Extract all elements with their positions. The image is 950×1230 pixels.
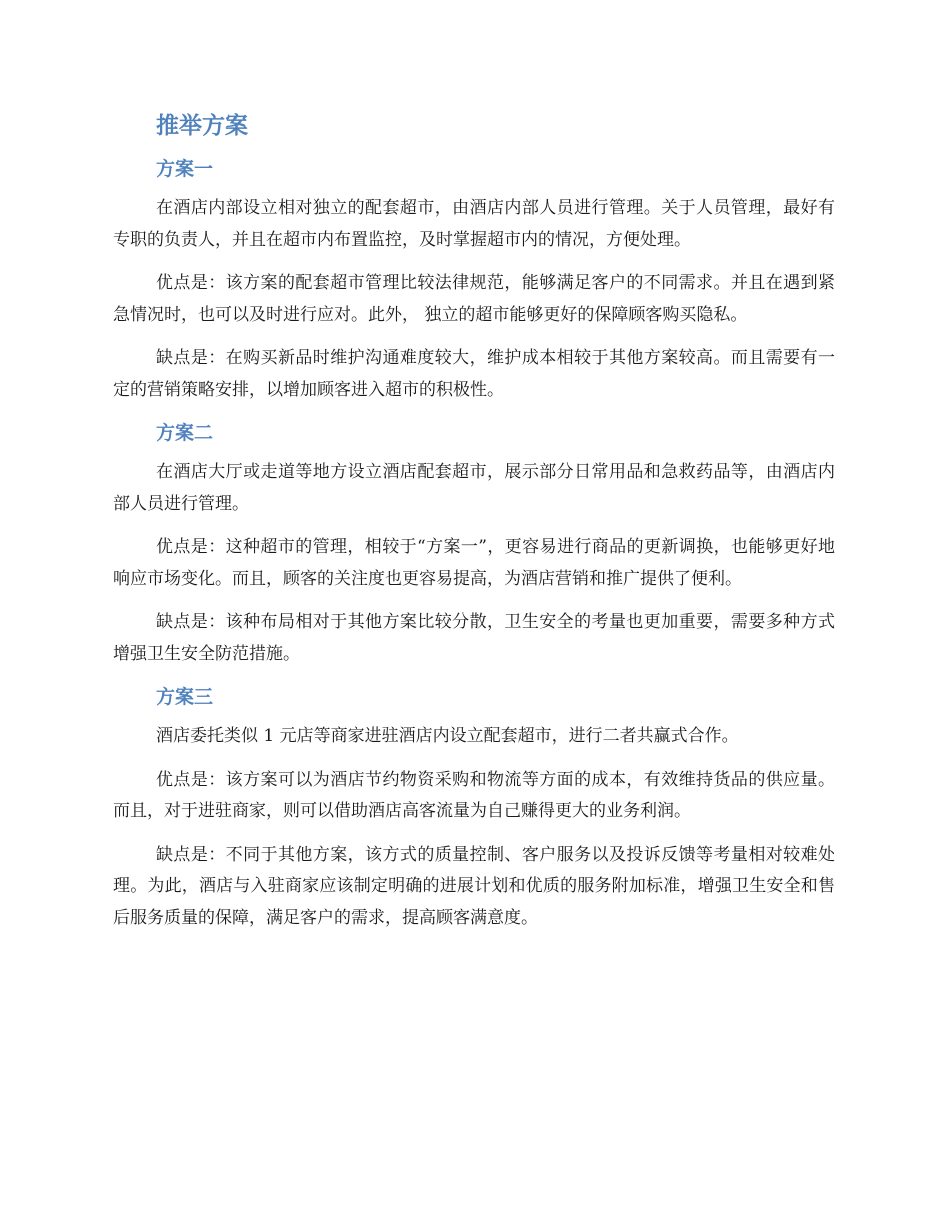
section-plan-3 — [113, 682, 835, 934]
section-heading: 方案一 — [156, 158, 214, 180]
paragraph-disadvantages: 缺点是：该种布局相对于其他方案比较分散，卫生安全的考量也更加重要，需要多种方式增强卫生安全防范措施。 — [113, 612, 835, 664]
paragraph-advantages: 优点是：该方案的配套超市管理比较法律规范，能够满足客户的不同需求。并且在遇到紧急情况时，也可以及时进行应对。此外， 独立的超市能够更好的保障顾客购买隐私。 — [113, 273, 835, 325]
document-title: 推举方案 — [156, 113, 248, 139]
section-plan-1 — [113, 154, 835, 406]
paragraph-disadvantages: 缺点是：在购买新品时维护沟通难度较大，维护成本相较于其他方案较高。而且需要有一定的营销策略安排，以增加顾客进入超市的积极性。 — [113, 348, 835, 400]
paragraph-advantages: 优点是：该方案可以为酒店节约物资采购和物流等方面的成本，有效维持货品的供应量。而且，对于进驻商家，则可以借助酒店高客流量为自己赚得更大的业务利润。 — [113, 769, 835, 821]
paragraph-advantages: 优点是：这种超市的管理，相较于“方案一”，更容易进行商品的更新调换，也能够更好地响应市场变化。而且，顾客的关注度也更容易提高，为酒店营销和推广提供了便利。 — [113, 537, 835, 589]
section-heading: 方案二 — [156, 422, 214, 444]
paragraph: 酒店委托类似 1 元店等商家进驻酒店内设立配套超市，进行二者共赢式合作。 — [156, 726, 739, 746]
section-heading: 方案三 — [156, 686, 214, 708]
paragraph: 在酒店大厅或走道等地方设立酒店配套超市，展示部分日常用品和急救药品等，由酒店内部人员进行管理。 — [113, 462, 835, 514]
section-plan-2 — [113, 418, 835, 670]
paragraph-disadvantages: 缺点是：不同于其他方案，该方式的质量控制、客户服务以及投诉反馈等考量相对较难处理。为此，酒店与入驻商家应该制定明确的进展计划和优质的服务附加标准，增强卫生安全和售后服务质量的保障，满足客户的需求，提高顾客满意度。 — [113, 844, 835, 928]
document-body — [113, 108, 835, 946]
paragraph: 在酒店内部设立相对独立的配套超市，由酒店内部人员进行管理。关于人员管理，最好有专职的负责人，并且在超市内布置监控，及时掌握超市内的情况，方便处理。 — [113, 198, 835, 250]
